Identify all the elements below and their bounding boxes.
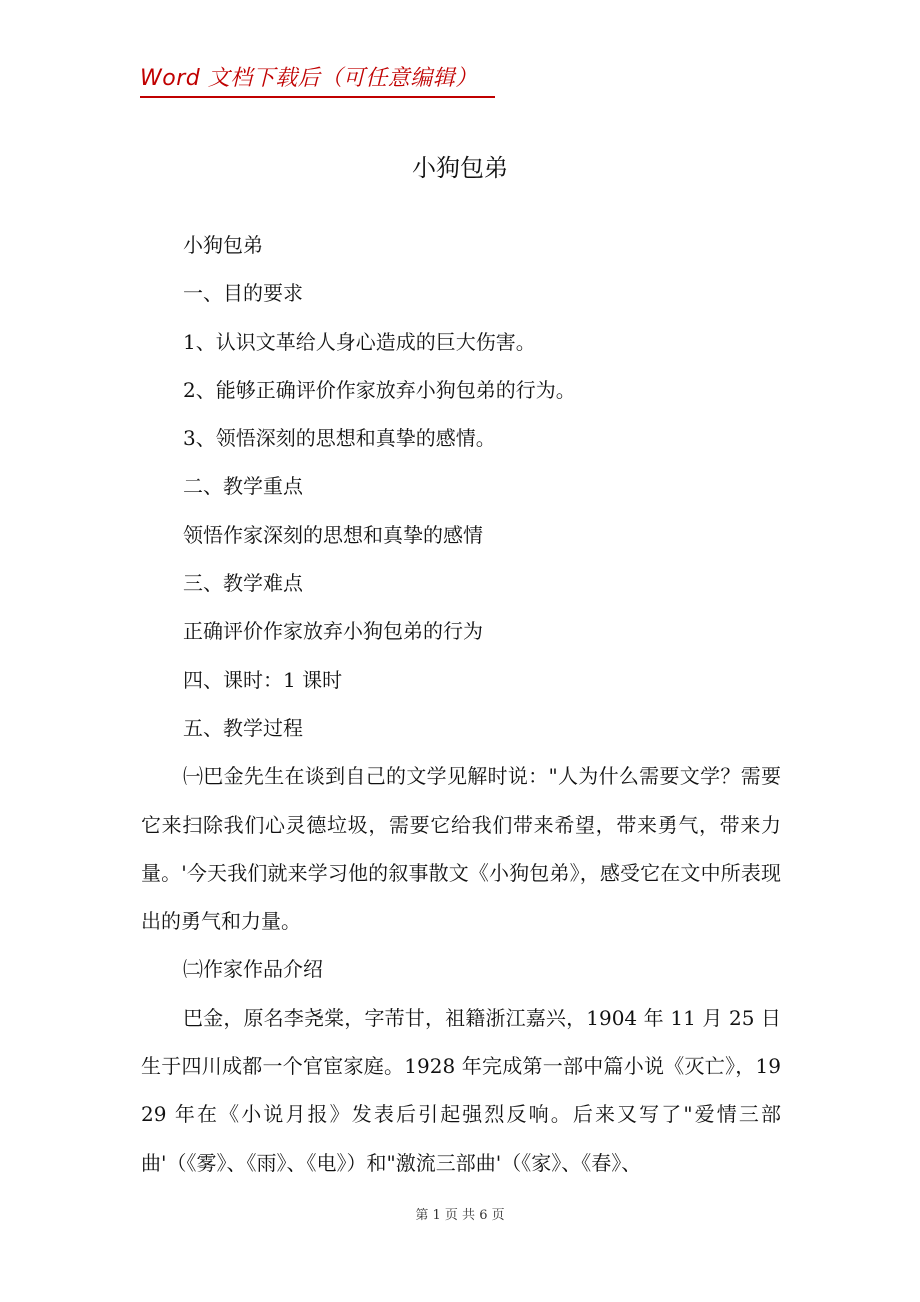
section-heading: 三、教学难点 — [183, 571, 303, 596]
page-footer: 第 1 页 共 6 页 — [415, 1208, 505, 1223]
download-header — [140, 62, 495, 98]
text-line: 小狗包弟 — [183, 233, 263, 257]
subsection-heading: ㈡作家作品介绍 — [183, 957, 323, 982]
document-body — [141, 228, 781, 1187]
text-line: 正确评价作家放弃小狗包弟的行为 — [183, 619, 483, 644]
section-heading: 四、课时：1 课时 — [183, 667, 343, 692]
section-heading: 二、教学重点 — [183, 474, 303, 499]
list-item: 3、领悟深刻的思想和真挚的感情。 — [183, 426, 496, 451]
paragraph: 巴金，原名李尧棠，字芾甘，祖籍浙江嘉兴，1904 年 11 月 25 日生于四川成都一个官宦家庭。1928 年完成第一部中篇小说《灭亡》，1929 年在《小说月报》发表后引起强烈反响。后来又写了"爱情三部曲'（《雾》、《雨》、《电》）和"激流三部曲'（《家》、《春》、 — [141, 1005, 781, 1175]
section-heading: 五、教学过程 — [183, 715, 303, 740]
header-text: Word 文档下载后（可任意编辑） — [140, 66, 478, 91]
text-line: 领悟作家深刻的思想和真挚的感情 — [183, 522, 483, 547]
page-title: 小狗包弟 — [412, 154, 508, 182]
list-item: 2、能够正确评价作家放弃小狗包弟的行为。 — [183, 377, 576, 402]
paragraph: ㈠巴金先生在谈到自己的文学见解时说："人为什么需要文学？需要它来扫除我们心灵德垃圾，需要它给我们带来希望，带来勇气，带来力量。'今天我们就来学习他的叙事散文《小狗包弟》，感受它在文中所表现出的勇气和力量。 — [141, 764, 781, 934]
section-heading: 一、目的要求 — [183, 281, 303, 306]
list-item: 1、认识文革给人身心造成的巨大伤害。 — [183, 329, 536, 354]
